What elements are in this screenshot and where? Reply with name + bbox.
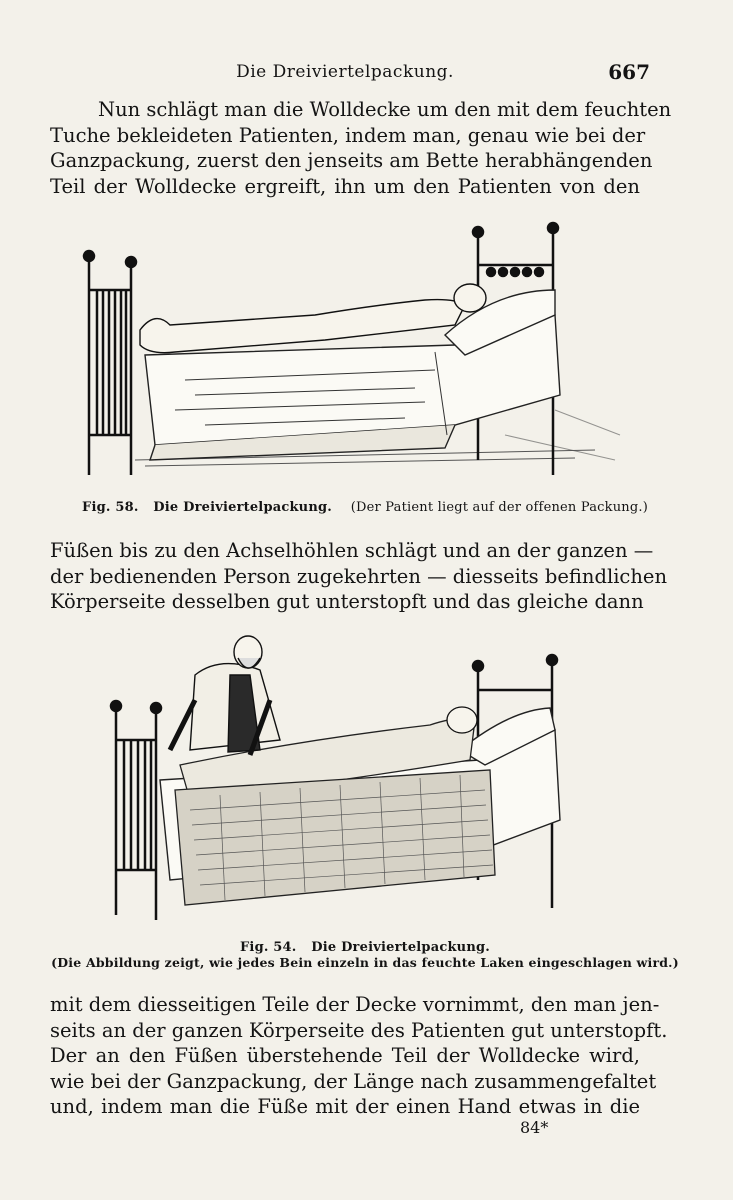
- figure-number: Fig. 54.: [240, 940, 297, 955]
- figure-58-caption: [40, 500, 690, 515]
- text-line: Tuche bekleideten Patienten, indem man, genau wie bei der: [50, 123, 646, 147]
- running-head: [40, 60, 650, 88]
- text-line: Teil der Wolldecke ergreift, ihn um den Patienten von den: [50, 174, 640, 198]
- figure-subtitle: (Der Patient liegt auf der offenen Packung.): [350, 500, 648, 515]
- paragraph-2: [50, 538, 668, 615]
- running-title: Die Dreiviertelpackung.: [236, 62, 454, 82]
- text-line: und, indem man die Füße mit der einen Hand etwas in die: [50, 1095, 640, 1118]
- text-line: Füßen bis zu den Achselhöhlen schlägt und an der ganzen —: [50, 539, 654, 562]
- figure-54-illustration: [100, 630, 570, 930]
- attendant-figure: [170, 636, 280, 755]
- figure-number: Fig. 58.: [82, 500, 139, 515]
- patient-head: [447, 707, 477, 733]
- page-number: 667: [608, 60, 650, 84]
- paragraph-1: [50, 97, 672, 199]
- text-line: Ganzpackung, zuerst den jenseits am Bette herabhängenden: [50, 149, 653, 172]
- text-line: Der an den Füßen überstehende Teil der Wolldecke wird,: [50, 1044, 640, 1067]
- paragraph-3: [50, 992, 668, 1120]
- patient-figure: [140, 284, 486, 353]
- text-line: Körperseite desselben gut unterstopft und das gleiche dann: [50, 590, 644, 613]
- text-line: der bedienenden Person zugekehrten — diesseits befindlichen: [50, 564, 668, 588]
- text-line: Nun schlägt man die Wolldecke um den mit dem feuchten: [98, 98, 672, 121]
- text-line: mit dem diesseitigen Teile der Decke vornimmt, den man jen-: [50, 993, 660, 1016]
- figure-title: Die Dreiviertelpackung.: [153, 500, 333, 515]
- blanket: [175, 770, 495, 905]
- bed-footboard: [111, 701, 161, 920]
- signature-mark: 84*: [520, 1118, 549, 1137]
- figure-58-illustration: [75, 220, 635, 490]
- text-line: seits an der ganzen Körperseite des Patienten gut unterstopft.: [50, 1018, 668, 1042]
- figure-title: Die Dreiviertelpackung.: [311, 940, 490, 955]
- figure-subtitle: (Die Abbildung zeigt, wie jedes Bein einzeln in das feuchte Laken eingeschlagen wird.): [51, 955, 679, 970]
- text-line: wie bei der Ganzpackung, der Länge nach zusammengefaltet: [50, 1069, 657, 1093]
- bed-footboard: [84, 251, 136, 475]
- figure-54-caption: [40, 940, 690, 970]
